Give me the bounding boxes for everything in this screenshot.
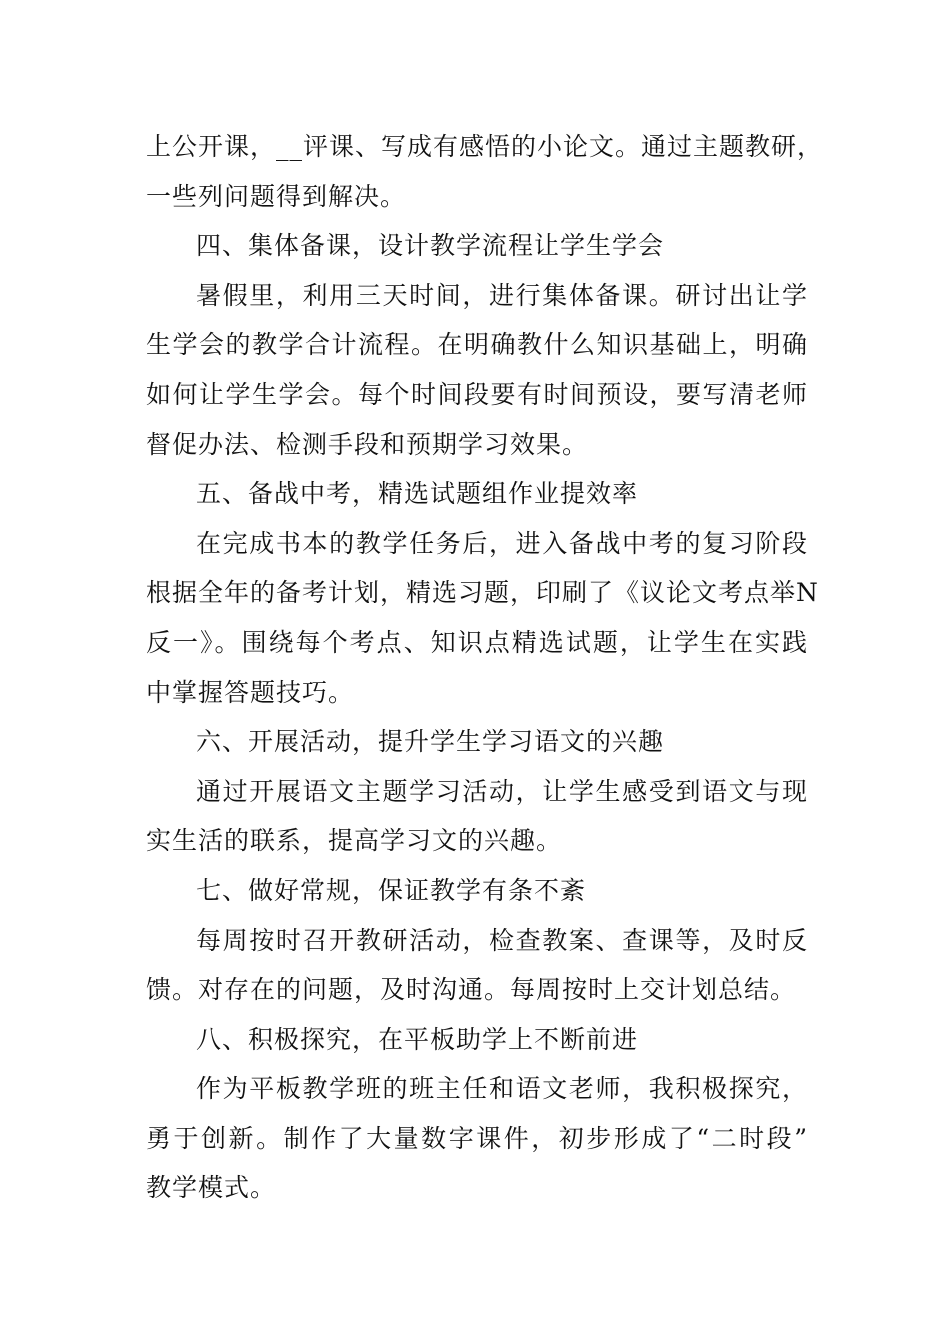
paragraph-line: 暑假里，利用三天时间，进行集体备课。研讨出让学 (196, 280, 808, 310)
section-heading: 四、集体备课，设计教学流程让学生学会 (196, 231, 665, 261)
paragraph-line: 如何让学生学会。每个时间段要有时间预设，要写清老师 (146, 379, 808, 409)
section-heading: 五、备战中考，精选试题组作业提效率 (196, 479, 639, 509)
paragraph-line: 勇于创新。制作了大量数字课件，初步形成了“二时段” (146, 1123, 808, 1153)
paragraph-line: 实生活的联系，提高学习文的兴趣。 (146, 826, 563, 856)
paragraph-line: 反一》。围绕每个考点、知识点精选试题，让学生在实践 (146, 627, 808, 657)
paragraph-line: 一些列问题得到解决。 (146, 181, 407, 211)
paragraph-line: 中掌握答题技巧。 (146, 677, 355, 707)
paragraph-line: 作为平板教学班的班主任和语文老师，我积极探究， (196, 1074, 808, 1104)
paragraph-line: 根据全年的备考计划，精选习题，印刷了《议论文考点举N (146, 578, 819, 608)
paragraph-line: 上公开课，__评课、写成有感悟的小论文。通过主题教研， (146, 132, 824, 161)
paragraph-line: 馈。对存在的问题，及时沟通。每周按时上交计划总结。 (146, 975, 797, 1005)
paragraph-line: 生学会的教学合计流程。在明确教什么知识基础上，明确 (146, 330, 808, 360)
paragraph-line: 教学模式。 (146, 1173, 277, 1203)
section-heading: 八、积极探究，在平板助学上不断前进 (196, 1024, 639, 1054)
section-heading: 七、做好常规，保证教学有条不紊 (196, 875, 587, 905)
paragraph-line: 每周按时召开教研活动，检查教案、查课等，及时反 (196, 925, 808, 955)
section-heading: 六、开展活动，提升学生学习语文的兴趣 (196, 727, 665, 757)
paragraph-line: 通过开展语文主题学习活动，让学生感受到语文与现 (196, 776, 808, 806)
paragraph-line: 在完成书本的教学任务后，进入备战中考的复习阶段 (196, 528, 808, 558)
document-body (146, 122, 824, 1213)
paragraph-line: 督促办法、检测手段和预期学习效果。 (146, 429, 589, 459)
